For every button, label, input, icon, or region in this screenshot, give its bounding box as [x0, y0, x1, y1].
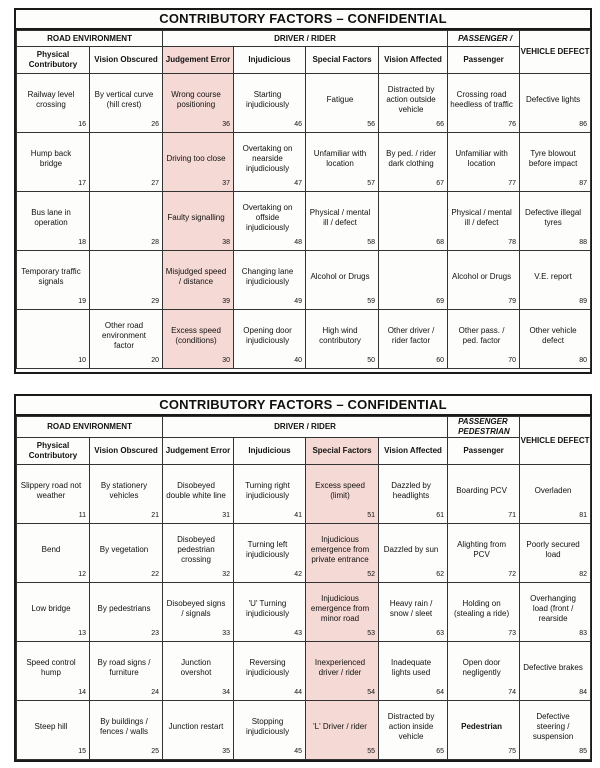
- factor-cell: [90, 583, 163, 642]
- factor-cell: [163, 74, 234, 133]
- factor-code: 16: [78, 121, 86, 128]
- factor-cell: [306, 192, 379, 251]
- factor-code: 24: [151, 689, 160, 696]
- factor-code: 78: [508, 239, 517, 246]
- factor-cell: [379, 583, 448, 642]
- factor-code: 66: [436, 121, 445, 128]
- factor-label: Fatigue: [326, 95, 354, 104]
- factor-code: 46: [294, 121, 303, 128]
- factor-label: Unfamiliar with location: [455, 149, 508, 168]
- factor-code: 88: [579, 239, 588, 246]
- factor-cell: [520, 642, 591, 701]
- factor-code: 69: [436, 298, 445, 305]
- factor-code: 67: [436, 180, 445, 187]
- factor-code: 14: [78, 689, 86, 696]
- factor-label: Tyre blowout before impact: [528, 149, 578, 168]
- group-road-environment: ROAD ENVIRONMENT: [17, 417, 163, 438]
- factor-cell: [17, 192, 90, 251]
- table-title: CONTRIBUTORY FACTORS – CONFIDENTIAL: [16, 396, 590, 416]
- column-header: Judgement Error: [163, 438, 234, 465]
- factor-label: Overhanging load (front / rearside: [530, 594, 576, 623]
- table-row: [17, 74, 591, 133]
- factor-code: 38: [222, 239, 231, 246]
- factor-label: Defective brakes: [523, 663, 583, 672]
- factor-code: 63: [436, 630, 445, 637]
- factor-label: Faulty signalling: [167, 213, 225, 222]
- factor-code: 52: [367, 571, 376, 578]
- factor-label: By road signs / furniture: [97, 658, 151, 677]
- table-title: CONTRIBUTORY FACTORS – CONFIDENTIAL: [16, 10, 590, 30]
- factor-cell: [448, 74, 520, 133]
- group-vehicle-defect: VEHICLE DEFECT: [520, 417, 591, 465]
- factor-cell: [520, 251, 591, 310]
- factor-label: Changing lane injudiciously: [241, 267, 294, 286]
- factor-label: Other vehicle defect: [529, 326, 577, 345]
- factor-label: Crossing road heedless of traffic: [450, 90, 513, 109]
- factor-code: 71: [508, 512, 517, 519]
- factor-cell: [234, 642, 306, 701]
- factor-cell: [306, 251, 379, 310]
- factor-code: 28: [151, 239, 160, 246]
- factor-cell: [448, 192, 520, 251]
- factor-cell: [520, 74, 591, 133]
- group-road-environment: ROAD ENVIRONMENT: [17, 31, 163, 47]
- factor-code: 61: [436, 512, 445, 519]
- factor-cell: [163, 133, 234, 192]
- factor-cell: [17, 465, 90, 524]
- factor-code: 42: [294, 571, 303, 578]
- factor-label: Reversing injudiciously: [245, 658, 290, 677]
- factor-cell: [448, 133, 520, 192]
- factor-cell: [234, 701, 306, 760]
- factor-cell: [379, 701, 448, 760]
- contributory-factors-table-1: [14, 8, 592, 374]
- factor-code: 20: [151, 357, 160, 364]
- factor-label: Stopping injudiciously: [245, 717, 290, 736]
- factor-code: 47: [294, 180, 303, 187]
- factor-code: 72: [508, 571, 517, 578]
- factor-code: 70: [508, 357, 517, 364]
- factor-cell: [17, 74, 90, 133]
- factor-label: Injudicious emergence from minor road: [310, 594, 370, 623]
- factor-code: 51: [367, 512, 376, 519]
- factor-label: [90, 218, 162, 224]
- factor-code: 76: [508, 121, 517, 128]
- factor-cell: [448, 310, 520, 369]
- factor-label: Disobeyed signs / signals: [166, 599, 226, 618]
- factor-code: 39: [222, 298, 231, 305]
- factor-label: 'L' Driver / rider: [313, 722, 367, 731]
- factor-label: Hump back bridge: [30, 149, 72, 168]
- factor-label: [17, 336, 89, 342]
- factor-cell: [163, 524, 234, 583]
- factor-code: 18: [78, 239, 86, 246]
- factor-label: By buildings / fences / walls: [99, 717, 149, 736]
- factor-cell: [379, 465, 448, 524]
- factor-code: 15: [78, 748, 86, 755]
- factor-cell: [379, 251, 448, 310]
- factors-grid: [16, 416, 591, 760]
- factor-label: Turning right injudiciously: [245, 481, 290, 500]
- factor-code: 75: [508, 748, 517, 755]
- factor-cell: [17, 701, 90, 760]
- factor-label: Unfamiliar with location: [313, 149, 367, 168]
- factor-code: 56: [367, 121, 376, 128]
- factor-cell: [90, 74, 163, 133]
- factor-cell: [306, 465, 379, 524]
- factor-label: Bend: [41, 545, 61, 554]
- factor-label: Speed control hump: [26, 658, 76, 677]
- group-vehicle-defect: VEHICLE DEFECT: [520, 31, 591, 74]
- factor-code: 23: [151, 630, 160, 637]
- factor-cell: [520, 465, 591, 524]
- factor-code: 12: [78, 571, 86, 578]
- factor-code: 13: [78, 630, 86, 637]
- factor-label: Distracted by action inside vehicle: [387, 712, 435, 741]
- factor-cell: [90, 251, 163, 310]
- factor-cell: [379, 642, 448, 701]
- factor-label: Excess speed (conditions): [171, 326, 221, 345]
- column-header: Vision Obscured: [90, 47, 163, 74]
- factor-label: Distracted by action outside vehicle: [386, 85, 436, 114]
- factor-label: Dazzled by headlights: [391, 481, 431, 500]
- factor-cell: [234, 74, 306, 133]
- factor-cell: [234, 192, 306, 251]
- factor-code: 11: [78, 512, 86, 519]
- factor-label: Slippery road not weather: [20, 481, 82, 500]
- factor-code: 49: [294, 298, 303, 305]
- factor-cell: [234, 465, 306, 524]
- factor-cell: [90, 465, 163, 524]
- factor-label: Overladen: [534, 486, 572, 495]
- factor-label: Inadequate lights used: [391, 658, 432, 677]
- factor-code: 62: [436, 571, 445, 578]
- factor-label: Other pass. / ped. factor: [458, 326, 505, 345]
- group-passenger: PASSENGER /: [448, 31, 520, 47]
- factor-code: 22: [151, 571, 160, 578]
- factor-label: Temporary traffic signals: [21, 267, 81, 286]
- factor-label: Boarding PCV: [456, 486, 507, 495]
- factor-cell: [17, 583, 90, 642]
- column-header: Physical Contributory: [17, 438, 90, 465]
- factor-label: [90, 277, 162, 283]
- factor-code: 34: [222, 689, 231, 696]
- factor-cell: [379, 133, 448, 192]
- factor-code: 35: [222, 748, 231, 755]
- factor-label: 'U' Turning injudiciously: [245, 599, 290, 618]
- factor-label: Other road environment factor: [101, 321, 147, 350]
- factor-cell: [163, 701, 234, 760]
- factors-grid: [16, 30, 591, 369]
- factor-label: Physical / mental ill / defect: [309, 208, 371, 227]
- factor-code: 36: [222, 121, 231, 128]
- factor-label: Open door negligently: [462, 658, 501, 677]
- factor-label: Pedestrian: [461, 722, 503, 731]
- factor-label: Disobeyed double white line: [166, 481, 226, 500]
- factor-code: 30: [222, 357, 231, 364]
- contributory-factors-table-2: [14, 394, 592, 762]
- group-passenger-pedestrian: PASSENGER PEDESTRIAN: [448, 417, 520, 438]
- factor-label: Railway level crossing: [27, 90, 75, 109]
- factor-cell: [379, 524, 448, 583]
- factor-cell: [90, 524, 163, 583]
- group-driver-rider: DRIVER / RIDER: [163, 417, 448, 438]
- factor-cell: [234, 310, 306, 369]
- factor-rows: [17, 74, 591, 369]
- factor-code: 68: [436, 239, 445, 246]
- factor-label: Driving too close: [166, 154, 226, 163]
- factor-cell: [90, 310, 163, 369]
- factor-cell: [306, 74, 379, 133]
- factor-label: Starting injudiciously: [245, 90, 290, 109]
- factor-code: 40: [294, 357, 303, 364]
- factor-label: Turning left injudiciously: [245, 540, 290, 559]
- factor-cell: [379, 310, 448, 369]
- factor-code: 50: [367, 357, 376, 364]
- factor-code: 74: [508, 689, 517, 696]
- column-header: Passenger: [448, 438, 520, 465]
- factor-cell: [306, 310, 379, 369]
- factor-cell: [90, 192, 163, 251]
- table-row: [17, 524, 591, 583]
- factor-label: By vertical curve (hill crest): [94, 90, 154, 109]
- factor-code: 26: [151, 121, 160, 128]
- factor-label: High wind contributory: [319, 326, 361, 345]
- factor-code: 17: [78, 180, 86, 187]
- factor-code: 86: [579, 121, 588, 128]
- factor-code: 54: [367, 689, 376, 696]
- table-row: [17, 192, 591, 251]
- factor-label: Defective lights: [525, 95, 581, 104]
- factor-label: Alcohol or Drugs: [451, 272, 512, 281]
- factor-cell: [17, 133, 90, 192]
- factor-code: 45: [294, 748, 303, 755]
- factor-code: 64: [436, 689, 445, 696]
- factor-code: 29: [151, 298, 160, 305]
- factor-cell: [448, 251, 520, 310]
- factor-label: Low bridge: [31, 604, 71, 613]
- factor-cell: [234, 133, 306, 192]
- factor-code: 37: [222, 180, 231, 187]
- factor-cell: [379, 74, 448, 133]
- factor-code: 44: [294, 689, 303, 696]
- group-driver-rider: DRIVER / RIDER: [163, 31, 448, 47]
- factor-cell: [306, 642, 379, 701]
- factor-cell: [90, 642, 163, 701]
- factor-code: 21: [151, 512, 160, 519]
- table-row: [17, 133, 591, 192]
- factor-cell: [306, 133, 379, 192]
- factor-cell: [234, 524, 306, 583]
- factor-code: 85: [579, 748, 588, 755]
- factor-label: Junction overshot: [180, 658, 212, 677]
- column-header: Special Factors: [306, 438, 379, 465]
- factor-label: [379, 277, 447, 283]
- factor-cell: [163, 310, 234, 369]
- column-header: Vision Affected: [379, 438, 448, 465]
- factor-cell: [520, 192, 591, 251]
- factor-code: 59: [367, 298, 376, 305]
- factor-code: 55: [367, 748, 376, 755]
- factor-cell: [520, 701, 591, 760]
- factor-cell: [163, 251, 234, 310]
- factor-cell: [520, 310, 591, 369]
- factor-cell: [163, 642, 234, 701]
- factor-label: Poorly secured load: [526, 540, 580, 559]
- factor-label: Heavy rain / snow / sleet: [389, 599, 433, 618]
- factor-label: By vegetation: [99, 545, 149, 554]
- factor-code: 79: [508, 298, 517, 305]
- factor-cell: [520, 133, 591, 192]
- factor-code: 89: [579, 298, 588, 305]
- factor-code: 32: [222, 571, 231, 578]
- factor-label: [90, 159, 162, 165]
- factor-cell: [306, 524, 379, 583]
- factor-code: 87: [579, 180, 588, 187]
- table-row: [17, 701, 591, 760]
- factor-label: V.E. report: [534, 272, 572, 281]
- factor-code: 19: [78, 298, 86, 305]
- factor-label: Junction restart: [168, 722, 224, 731]
- factor-code: 73: [508, 630, 517, 637]
- factor-code: 25: [151, 748, 160, 755]
- factor-cell: [17, 642, 90, 701]
- factor-label: By pedestrians: [97, 604, 151, 613]
- factor-label: By ped. / rider dark clothing: [386, 149, 436, 168]
- factor-code: 10: [78, 357, 86, 364]
- column-header: Special Factors: [306, 47, 379, 74]
- factor-code: 57: [367, 180, 376, 187]
- factor-code: 53: [367, 630, 376, 637]
- factor-cell: [234, 583, 306, 642]
- factor-label: Opening door injudiciously: [243, 326, 292, 345]
- table-row: [17, 251, 591, 310]
- column-header: Injudicious: [234, 47, 306, 74]
- factor-label: Overtaking on offside injudiciously: [242, 203, 293, 232]
- factor-cell: [17, 310, 90, 369]
- factor-label: Overtaking on nearside injudiciously: [242, 144, 293, 173]
- factor-cell: [234, 251, 306, 310]
- column-header: Injudicious: [234, 438, 306, 465]
- factor-label: Bus lane in operation: [31, 208, 71, 227]
- factor-label: Dazzled by sun: [383, 545, 439, 554]
- factor-label: Defective illegal tyres: [525, 208, 582, 227]
- factor-cell: [520, 583, 591, 642]
- factor-label: Injudicious emergence from private entrance: [310, 535, 370, 564]
- factor-code: 41: [294, 512, 303, 519]
- factor-cell: [448, 524, 520, 583]
- table-row: [17, 583, 591, 642]
- factor-cell: [163, 465, 234, 524]
- factor-cell: [163, 192, 234, 251]
- factor-label: By stationery vehicles: [100, 481, 148, 500]
- factor-cell: [379, 192, 448, 251]
- column-header: Judgement Error: [163, 47, 234, 74]
- factor-code: 83: [579, 630, 588, 637]
- factor-cell: [90, 701, 163, 760]
- factor-code: 31: [222, 512, 231, 519]
- factor-code: 58: [367, 239, 376, 246]
- factor-label: Other driver / rider factor: [387, 326, 435, 345]
- factor-cell: [448, 465, 520, 524]
- factor-label: Misjudged speed / distance: [165, 267, 227, 286]
- factor-label: Excess speed (limit): [315, 481, 365, 500]
- factor-cell: [520, 524, 591, 583]
- factor-label: Disobeyed pedestrian crossing: [177, 535, 215, 564]
- factor-code: 84: [579, 689, 588, 696]
- factor-cell: [90, 133, 163, 192]
- factor-label: Physical / mental ill / defect: [451, 208, 512, 227]
- column-header: Vision Affected: [379, 47, 448, 74]
- factor-code: 33: [222, 630, 231, 637]
- factor-code: 27: [151, 180, 160, 187]
- table-row: [17, 642, 591, 701]
- factor-label: Holding on (stealing a ride): [453, 599, 510, 618]
- factor-cell: [448, 701, 520, 760]
- factor-code: 82: [579, 571, 588, 578]
- factor-cell: [448, 642, 520, 701]
- factor-code: 43: [294, 630, 303, 637]
- factor-cell: [17, 251, 90, 310]
- table-row: [17, 465, 591, 524]
- column-header: Physical Contributory: [17, 47, 90, 74]
- column-header: Passenger: [448, 47, 520, 74]
- factor-code: 48: [294, 239, 303, 246]
- factor-rows: [17, 465, 591, 760]
- factor-code: 65: [436, 748, 445, 755]
- factor-cell: [306, 583, 379, 642]
- factor-label: Alighting from PCV: [457, 540, 507, 559]
- factor-label: Defective steering / suspension: [532, 712, 574, 741]
- factor-code: 80: [579, 357, 588, 364]
- table-row: [17, 310, 591, 369]
- factor-code: 77: [508, 180, 517, 187]
- factor-cell: [448, 583, 520, 642]
- factor-label: Inexperienced driver / rider: [314, 658, 366, 677]
- factor-label: Steep hill: [34, 722, 68, 731]
- factor-label: [379, 218, 447, 224]
- factor-code: 60: [436, 357, 445, 364]
- factor-label: Wrong course positioning: [171, 90, 221, 109]
- factor-label: Alcohol or Drugs: [310, 272, 370, 281]
- factor-cell: [163, 583, 234, 642]
- column-header: Vision Obscured: [90, 438, 163, 465]
- factor-cell: [306, 701, 379, 760]
- factor-code: 81: [579, 512, 588, 519]
- factor-cell: [17, 524, 90, 583]
